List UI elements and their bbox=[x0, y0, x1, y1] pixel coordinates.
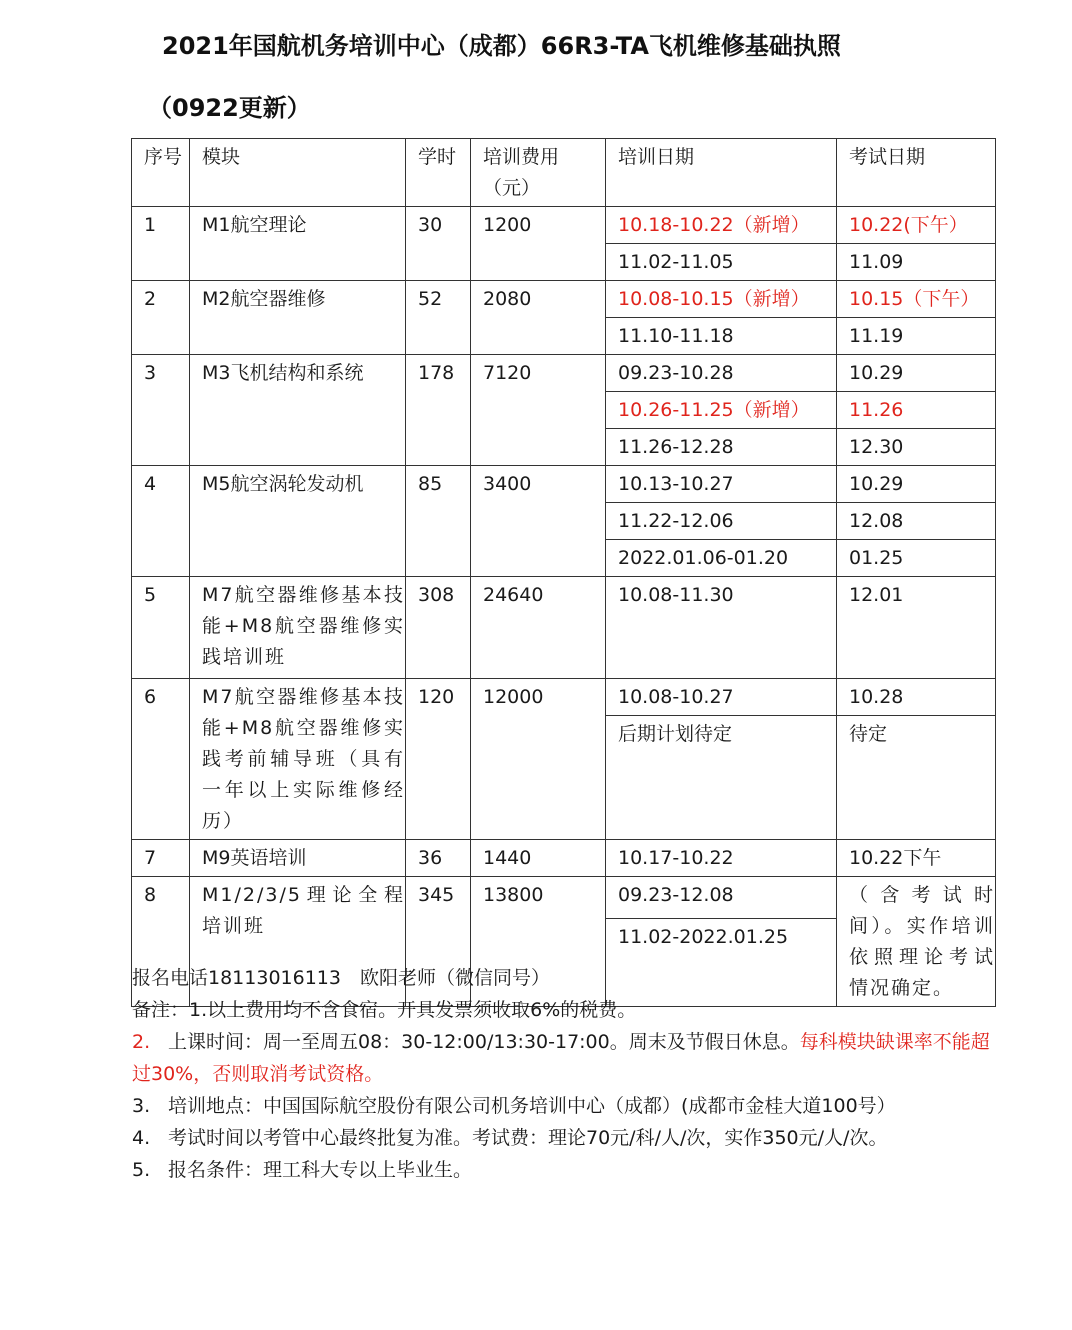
exam-date: 12.01 bbox=[837, 577, 996, 679]
row-hours: 85 bbox=[406, 466, 471, 577]
exam-date: （含考试时间）。实作培训依照理论考试情况确定。 bbox=[837, 877, 996, 1007]
note-5-number: 5. bbox=[132, 1159, 151, 1181]
train-date: 11.22-12.06 bbox=[606, 503, 837, 540]
remark-label: 备注： bbox=[132, 999, 190, 1021]
row-hours: 52 bbox=[406, 281, 471, 355]
train-date: 11.02-2022.01.25 bbox=[606, 919, 837, 1007]
note-4-text: 考试时间以考管中心最终批复为准。考试费：理论70元/科/人/次，实作350元/人/次。 bbox=[168, 1127, 888, 1149]
row-fee: 13800 bbox=[471, 877, 606, 1007]
note-2-warning: 每科模块缺课率不能超过30%，否则取消考试资格。 bbox=[132, 1031, 990, 1085]
row-no: 1 bbox=[132, 207, 190, 281]
train-date: 11.02-11.05 bbox=[606, 244, 837, 281]
exam-date: 12.30 bbox=[837, 429, 996, 466]
row-hours: 120 bbox=[406, 679, 471, 840]
row-module: M5航空涡轮发动机 bbox=[190, 466, 406, 577]
note-4-number: 4. bbox=[132, 1127, 151, 1149]
exam-date: 11.26 bbox=[837, 392, 996, 429]
table-row bbox=[132, 207, 996, 244]
header-fee: 培训费用（元） bbox=[471, 139, 606, 207]
contact-line: 报名电话18113016113 欧阳老师（微信同号） bbox=[132, 967, 550, 989]
table-row bbox=[132, 679, 996, 716]
row-module: M7航空器维修基本技能+M8航空器维修实践培训班 bbox=[190, 577, 406, 679]
note-1 bbox=[132, 994, 992, 1026]
row-module: M3飞机结构和系统 bbox=[190, 355, 406, 466]
row-no: 8 bbox=[132, 877, 190, 1007]
note-3 bbox=[132, 1090, 992, 1122]
row-module: M9英语培训 bbox=[190, 840, 406, 877]
note-5-text: 报名条件：理工科大专以上毕业生。 bbox=[168, 1159, 473, 1181]
row-hours: 30 bbox=[406, 207, 471, 281]
row-no: 7 bbox=[132, 840, 190, 877]
train-date: 09.23-12.08 bbox=[606, 877, 837, 919]
row-fee: 1200 bbox=[471, 207, 606, 281]
exam-date: 10.28 bbox=[837, 679, 996, 716]
train-date: 10.13-10.27 bbox=[606, 466, 837, 503]
train-date: 10.08-11.30 bbox=[606, 577, 837, 679]
schedule-table bbox=[131, 138, 996, 1007]
exam-date: 11.19 bbox=[837, 318, 996, 355]
row-hours: 36 bbox=[406, 840, 471, 877]
row-fee: 24640 bbox=[471, 577, 606, 679]
note-3-number: 3. bbox=[132, 1095, 151, 1117]
row-module: M7航空器维修基本技能+M8航空器维修实践考前辅导班（具有一年以上实际维修经历） bbox=[190, 679, 406, 840]
note-2-number: 2. bbox=[132, 1031, 151, 1053]
row-no: 3 bbox=[132, 355, 190, 466]
train-date: 11.10-11.18 bbox=[606, 318, 837, 355]
train-date: 10.18-10.22（新增） bbox=[606, 207, 837, 244]
document-title: 2021年国航机务培训中心（成都）66R3-TA飞机维修基础执照 bbox=[162, 32, 841, 60]
note-2 bbox=[132, 1026, 992, 1090]
note-1-text: 1.以上费用均不含食宿。开具发票须收取6%的税费。 bbox=[189, 999, 637, 1021]
train-date: 10.17-10.22 bbox=[606, 840, 837, 877]
table-row bbox=[132, 877, 996, 919]
row-no: 5 bbox=[132, 577, 190, 679]
notes-section bbox=[132, 962, 992, 1186]
exam-date: 01.25 bbox=[837, 540, 996, 577]
exam-date: 10.15（下午） bbox=[837, 281, 996, 318]
row-module: M1/2/3/5理论全程培训班 bbox=[190, 877, 406, 1007]
row-hours: 308 bbox=[406, 577, 471, 679]
table-row bbox=[132, 577, 996, 679]
row-module: M2航空器维修 bbox=[190, 281, 406, 355]
row-no: 4 bbox=[132, 466, 190, 577]
train-date: 后期计划待定 bbox=[606, 716, 837, 840]
table-row bbox=[132, 840, 996, 877]
note-2-text: 上课时间：周一至周五08：30-12:00/13:30-17:00。周末及节假日休息。 bbox=[168, 1031, 800, 1053]
header-hours: 学时 bbox=[406, 139, 471, 207]
row-no: 6 bbox=[132, 679, 190, 840]
train-date: 10.26-11.25（新增） bbox=[606, 392, 837, 429]
header-train-date: 培训日期 bbox=[606, 139, 837, 207]
table-header-row bbox=[132, 139, 996, 207]
row-fee: 12000 bbox=[471, 679, 606, 840]
table-row bbox=[132, 281, 996, 318]
train-date: 11.26-12.28 bbox=[606, 429, 837, 466]
train-date: 10.08-10.27 bbox=[606, 679, 837, 716]
note-4 bbox=[132, 1122, 992, 1154]
row-fee: 1440 bbox=[471, 840, 606, 877]
table-row bbox=[132, 466, 996, 503]
note-5 bbox=[132, 1154, 992, 1186]
header-no: 序号 bbox=[132, 139, 190, 207]
exam-date: 11.09 bbox=[837, 244, 996, 281]
exam-date: 10.29 bbox=[837, 466, 996, 503]
row-fee: 3400 bbox=[471, 466, 606, 577]
row-no: 2 bbox=[132, 281, 190, 355]
train-date: 09.23-10.28 bbox=[606, 355, 837, 392]
exam-date: 12.08 bbox=[837, 503, 996, 540]
row-hours: 345 bbox=[406, 877, 471, 1007]
train-date: 10.08-10.15（新增） bbox=[606, 281, 837, 318]
header-exam-date: 考试日期 bbox=[837, 139, 996, 207]
header-module: 模块 bbox=[190, 139, 406, 207]
train-date: 2022.01.06-01.20 bbox=[606, 540, 837, 577]
exam-date: 待定 bbox=[837, 716, 996, 840]
document-subtitle: （0922更新） bbox=[148, 94, 311, 122]
row-hours: 178 bbox=[406, 355, 471, 466]
row-module: M1航空理论 bbox=[190, 207, 406, 281]
exam-date: 10.29 bbox=[837, 355, 996, 392]
row-fee: 7120 bbox=[471, 355, 606, 466]
row-fee: 2080 bbox=[471, 281, 606, 355]
table-row bbox=[132, 355, 996, 392]
note-3-text: 培训地点：中国国际航空股份有限公司机务培训中心（成都）(成都市金桂大道100号） bbox=[168, 1095, 896, 1117]
exam-date: 10.22(下午） bbox=[837, 207, 996, 244]
exam-date: 10.22下午 bbox=[837, 840, 996, 877]
